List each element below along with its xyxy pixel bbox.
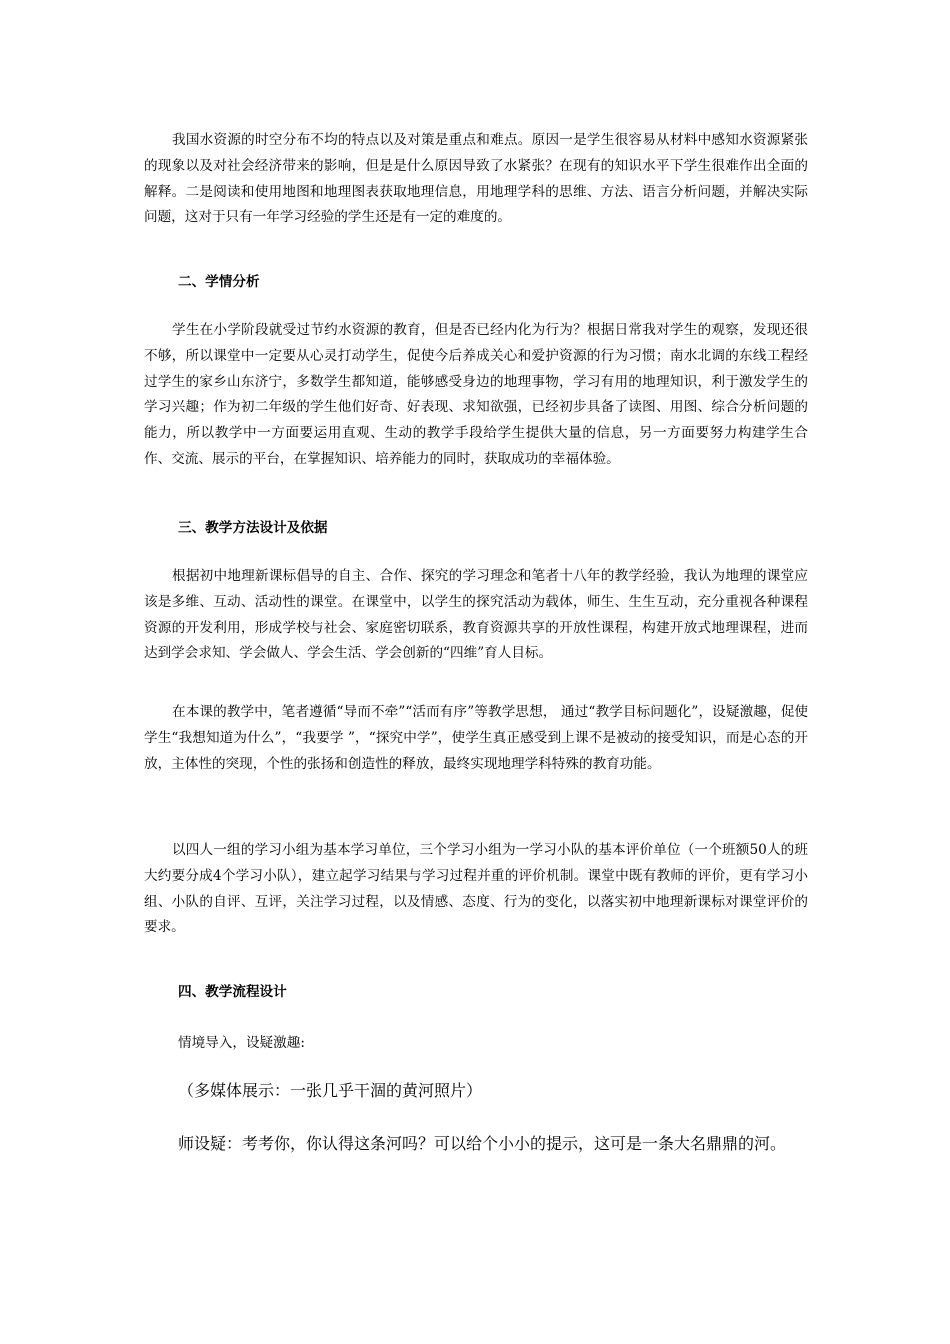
paragraph-method-3: 以四人一组的学习小组为基本学习单位，三个学习小组为一学习小队的基本评价单位（一个班额50人的班大约要分成4个学习小队），建立起学习结果与学习过程并重的评价机制。课堂中既有教师的评价，更有学习小组、小队的自评、互评，关注学习过程，以及情感、态度、行为的变化，以落实初中地理新课标对课堂评价的要求。: [144, 842, 808, 936]
heading-teaching-process: 四、教学流程设计: [178, 984, 287, 1000]
teacher-question-line: 师设疑：考考你，你认得这条河吗？可以给个小小的提示，这可是一条大名鼎鼎的河。: [178, 1134, 787, 1153]
paragraph-method-2: 在本课的教学中，笔者遵循“导而不牵”“活而有序”等教学思想， 通过“教学目标问题化”，设疑激趣，促使学生“我想知道为什么”，“我要学 ”，“探究中学”，使学生真正感受到上课不是被动的接受知识，而是心态的开放，主体性的突现，个性的张扬和创造性的释放，最终实现地理学科特殊的教育功能。: [144, 704, 808, 772]
intro-line: 情境导入，设疑激趣:: [178, 1035, 305, 1051]
heading-learner-analysis: 二、学情分析: [178, 274, 260, 290]
paragraph-method-1: 根据初中地理新课标倡导的自主、合作、探究的学习理念和笔者十八年的教学经验，我认为地理的课堂应该是多维、互动、活动性的课堂。在课堂中，以学生的探究活动为载体，师生、生生互动，充分重视各种课程资源的开发利用，形成学校与社会、家庭密切联系，教育资源共享的开放性课程，构建开放式地理课程，进而达到学会求知、学会做人、学会生活、学会创新的“四维”育人目标。: [144, 568, 808, 662]
media-line: （多媒体展示：一张几乎干涸的黄河照片）: [178, 1081, 483, 1100]
paragraph-difficulty: 我国水资源的时空分布不均的特点以及对策是重点和难点。原因一是学生很容易从材料中感知水资源紧张的现象以及对社会经济带来的影响，但是是什么原因导致了水紧张？在现有的知识水平下学生很难作出全面的解释。二是阅读和使用地图和地理图表获取地理信息，用地理学科的思维、方法、语言分析问题，并解决实际问题，这对于只有一年学习经验的学生还是有一定的难度的。: [144, 132, 808, 226]
heading-teaching-method: 三、教学方法设计及依据: [178, 520, 328, 536]
paragraph-learner-analysis: 学生在小学阶段就受过节约水资源的教育，但是否已经内化为行为？根据日常我对学生的观察，发现还很不够，所以课堂中一定要从心灵打动学生，促使今后养成关心和爱护资源的行为习惯；南水北调的东线工程经过学生的家乡山东济宁，多数学生都知道，能够感受身边的地理事物，学习有用的地理知识，利于激发学生的学习兴趣；作为初二年级的学生他们好奇、好表现、求知欲强，已经初步具备了读图、用图、综合分析问题的能力，所以教学中一方面要运用直观、生动的教学手段给学生提供大量的信息，另一方面要努力构建学生合作、交流、展示的平台，在掌握知识、培养能力的同时，获取成功的幸福体验。: [144, 322, 808, 467]
